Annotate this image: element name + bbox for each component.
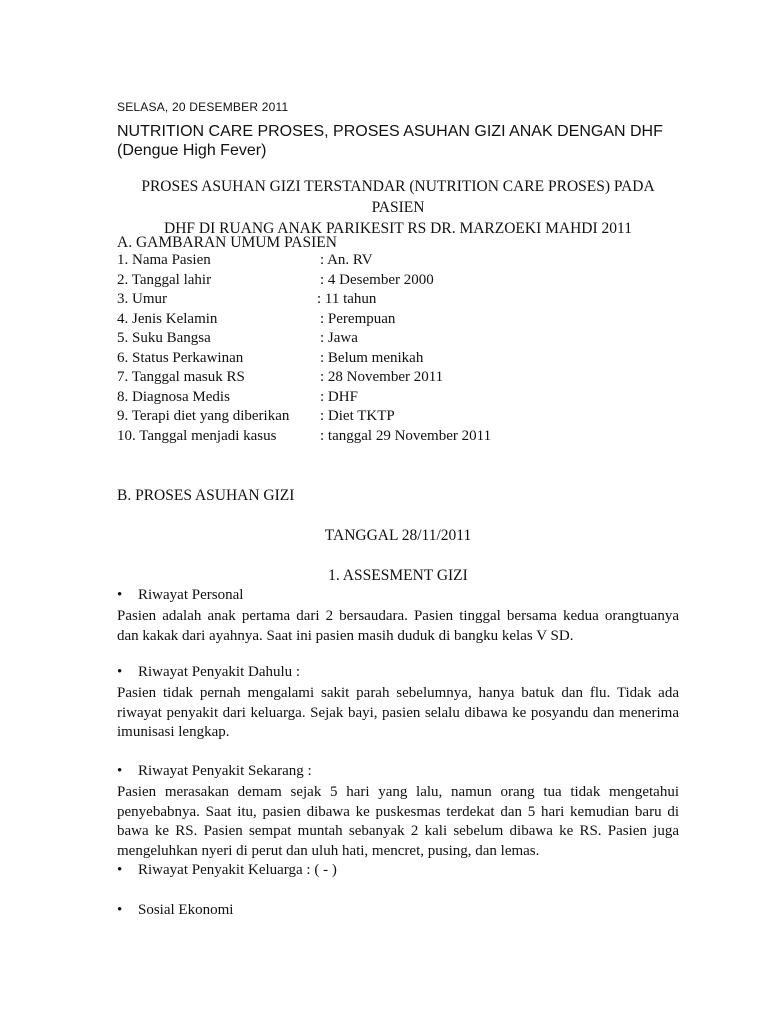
bullet-riwayat-sekarang — [117, 763, 312, 780]
info-row — [117, 350, 617, 370]
bullet-icon: • — [117, 587, 123, 603]
info-value: : Jawa — [320, 330, 358, 346]
info-value: : An. RV — [320, 252, 373, 268]
info-value: : DHF — [320, 388, 358, 405]
info-label: 8. Diagnosa Medis — [117, 388, 230, 405]
info-label: 5. Suku Bangsa — [117, 330, 211, 346]
info-value: : 11 tahun — [317, 291, 377, 307]
paragraph-line: Pasien tidak pernah mengalami sakit parah sebelumnya, hanya batuk dan flu. Tidak ada — [117, 685, 679, 701]
bullet-icon: • — [117, 763, 123, 779]
bullet-riwayat-dahulu — [117, 664, 300, 681]
subheading-line-1: PROSES ASUHAN GIZI TERSTANDAR (NUTRITION CARE PROSES) PADA PASIEN — [141, 178, 655, 216]
info-label: 9. Terapi diet yang diberikan — [117, 408, 290, 424]
info-row — [117, 311, 617, 331]
info-value: : 4 Desember 2000 — [320, 271, 434, 288]
info-row — [117, 291, 617, 311]
info-value: : tanggal 29 November 2011 — [320, 427, 492, 444]
paragraph-line: Pasien adalah anak pertama dari 2 bersaudara. Pasien tinggal bersama kedua orangtuanya — [117, 608, 679, 624]
paragraph-line: bawa ke RS. Pasien sempat muntah sebanyak 2 kali sebelum dibawa ke RS. Pasien juga — [117, 823, 679, 839]
paragraph-riwayat-personal — [117, 607, 679, 646]
document-title — [117, 122, 697, 160]
info-row — [117, 330, 617, 350]
info-label: 4. Jenis Kelamin — [117, 310, 218, 327]
info-row — [117, 369, 617, 389]
bullet-label: Riwayat Personal — [138, 587, 244, 603]
bullet-icon: • — [117, 862, 123, 878]
info-value: : Diet TKTP — [320, 408, 395, 424]
info-row — [117, 252, 617, 272]
assessment-date: TANGGAL 28/11/2011 — [324, 527, 472, 544]
section-b-heading: B. PROSES ASUHAN GIZI — [117, 487, 295, 504]
info-label: 7. Tanggal masuk RS — [117, 369, 245, 385]
section-a-heading: A. GAMBARAN UMUM PASIEN — [117, 234, 337, 251]
paragraph-line: imunisasi lengkap. — [117, 724, 230, 740]
info-value: : 28 November 2011 — [320, 369, 444, 385]
bullet-icon: • — [117, 664, 123, 680]
info-label: 3. Umur — [117, 291, 167, 307]
title-line-1: NUTRITION CARE PROSES, PROSES ASUHAN GIZI ANAK DENGAN DHF — [117, 123, 663, 140]
bullet-label: Riwayat Penyakit Keluarga : ( - ) — [138, 862, 337, 878]
info-row — [117, 389, 617, 409]
paragraph-line: dan kakak dari ayahnya. Saat ini pasien masih duduk di bangku kelas V SD. — [117, 627, 574, 644]
bullet-sosial-ekonomi — [117, 902, 233, 919]
info-label: 2. Tanggal lahir — [117, 271, 212, 288]
info-label: 6. Status Perkawinan — [117, 349, 244, 366]
info-row — [117, 428, 617, 448]
info-value: : Belum menikah — [320, 349, 424, 366]
subheading-line-2: DHF DI RUANG ANAK PARIKESIT RS DR. MARZOEKI MAHDI 2011 — [164, 220, 632, 237]
bullet-icon: • — [117, 902, 123, 918]
info-row — [117, 408, 617, 428]
paragraph-riwayat-sekarang — [117, 783, 679, 861]
bullet-riwayat-personal — [117, 587, 243, 604]
title-line-2: (Dengue High Fever) — [117, 142, 267, 159]
bullet-label: Riwayat Penyakit Sekarang : — [138, 763, 312, 779]
assessment-heading: 1. ASSESMENT GIZI — [328, 567, 468, 584]
patient-info-list — [117, 252, 617, 447]
bullet-label: Sosial Ekonomi — [138, 902, 234, 918]
info-label: 1. Nama Pasien — [117, 252, 211, 268]
info-row — [117, 272, 617, 292]
paragraph-line: penyebabnya. Saat itu, pasien dibawa ke puskesmas terdekat dan 5 hari kemudian baru di — [117, 803, 679, 820]
paragraph-riwayat-dahulu — [117, 684, 679, 743]
document-date: SELASA, 20 DESEMBER 2011 — [117, 100, 289, 114]
paragraph-line: mengeluhkan nyeri di perut dan uluh hati, mencret, pusing, dan lemas. — [117, 842, 540, 859]
paragraph-line: Pasien merasakan demam sejak 5 hari yang lalu, namun orang tua tidak mengetahui — [117, 784, 679, 800]
bullet-riwayat-keluarga — [117, 862, 337, 879]
bullet-label: Riwayat Penyakit Dahulu : — [138, 664, 301, 680]
info-value: : Perempuan — [320, 310, 396, 327]
subheading — [117, 176, 679, 239]
info-label: 10. Tanggal menjadi kasus — [117, 427, 277, 444]
paragraph-line: riwayat penyakit dari keluarga. Sejak bayi, pasien selalu dibawa ke posyandu dan menerima — [117, 704, 679, 721]
